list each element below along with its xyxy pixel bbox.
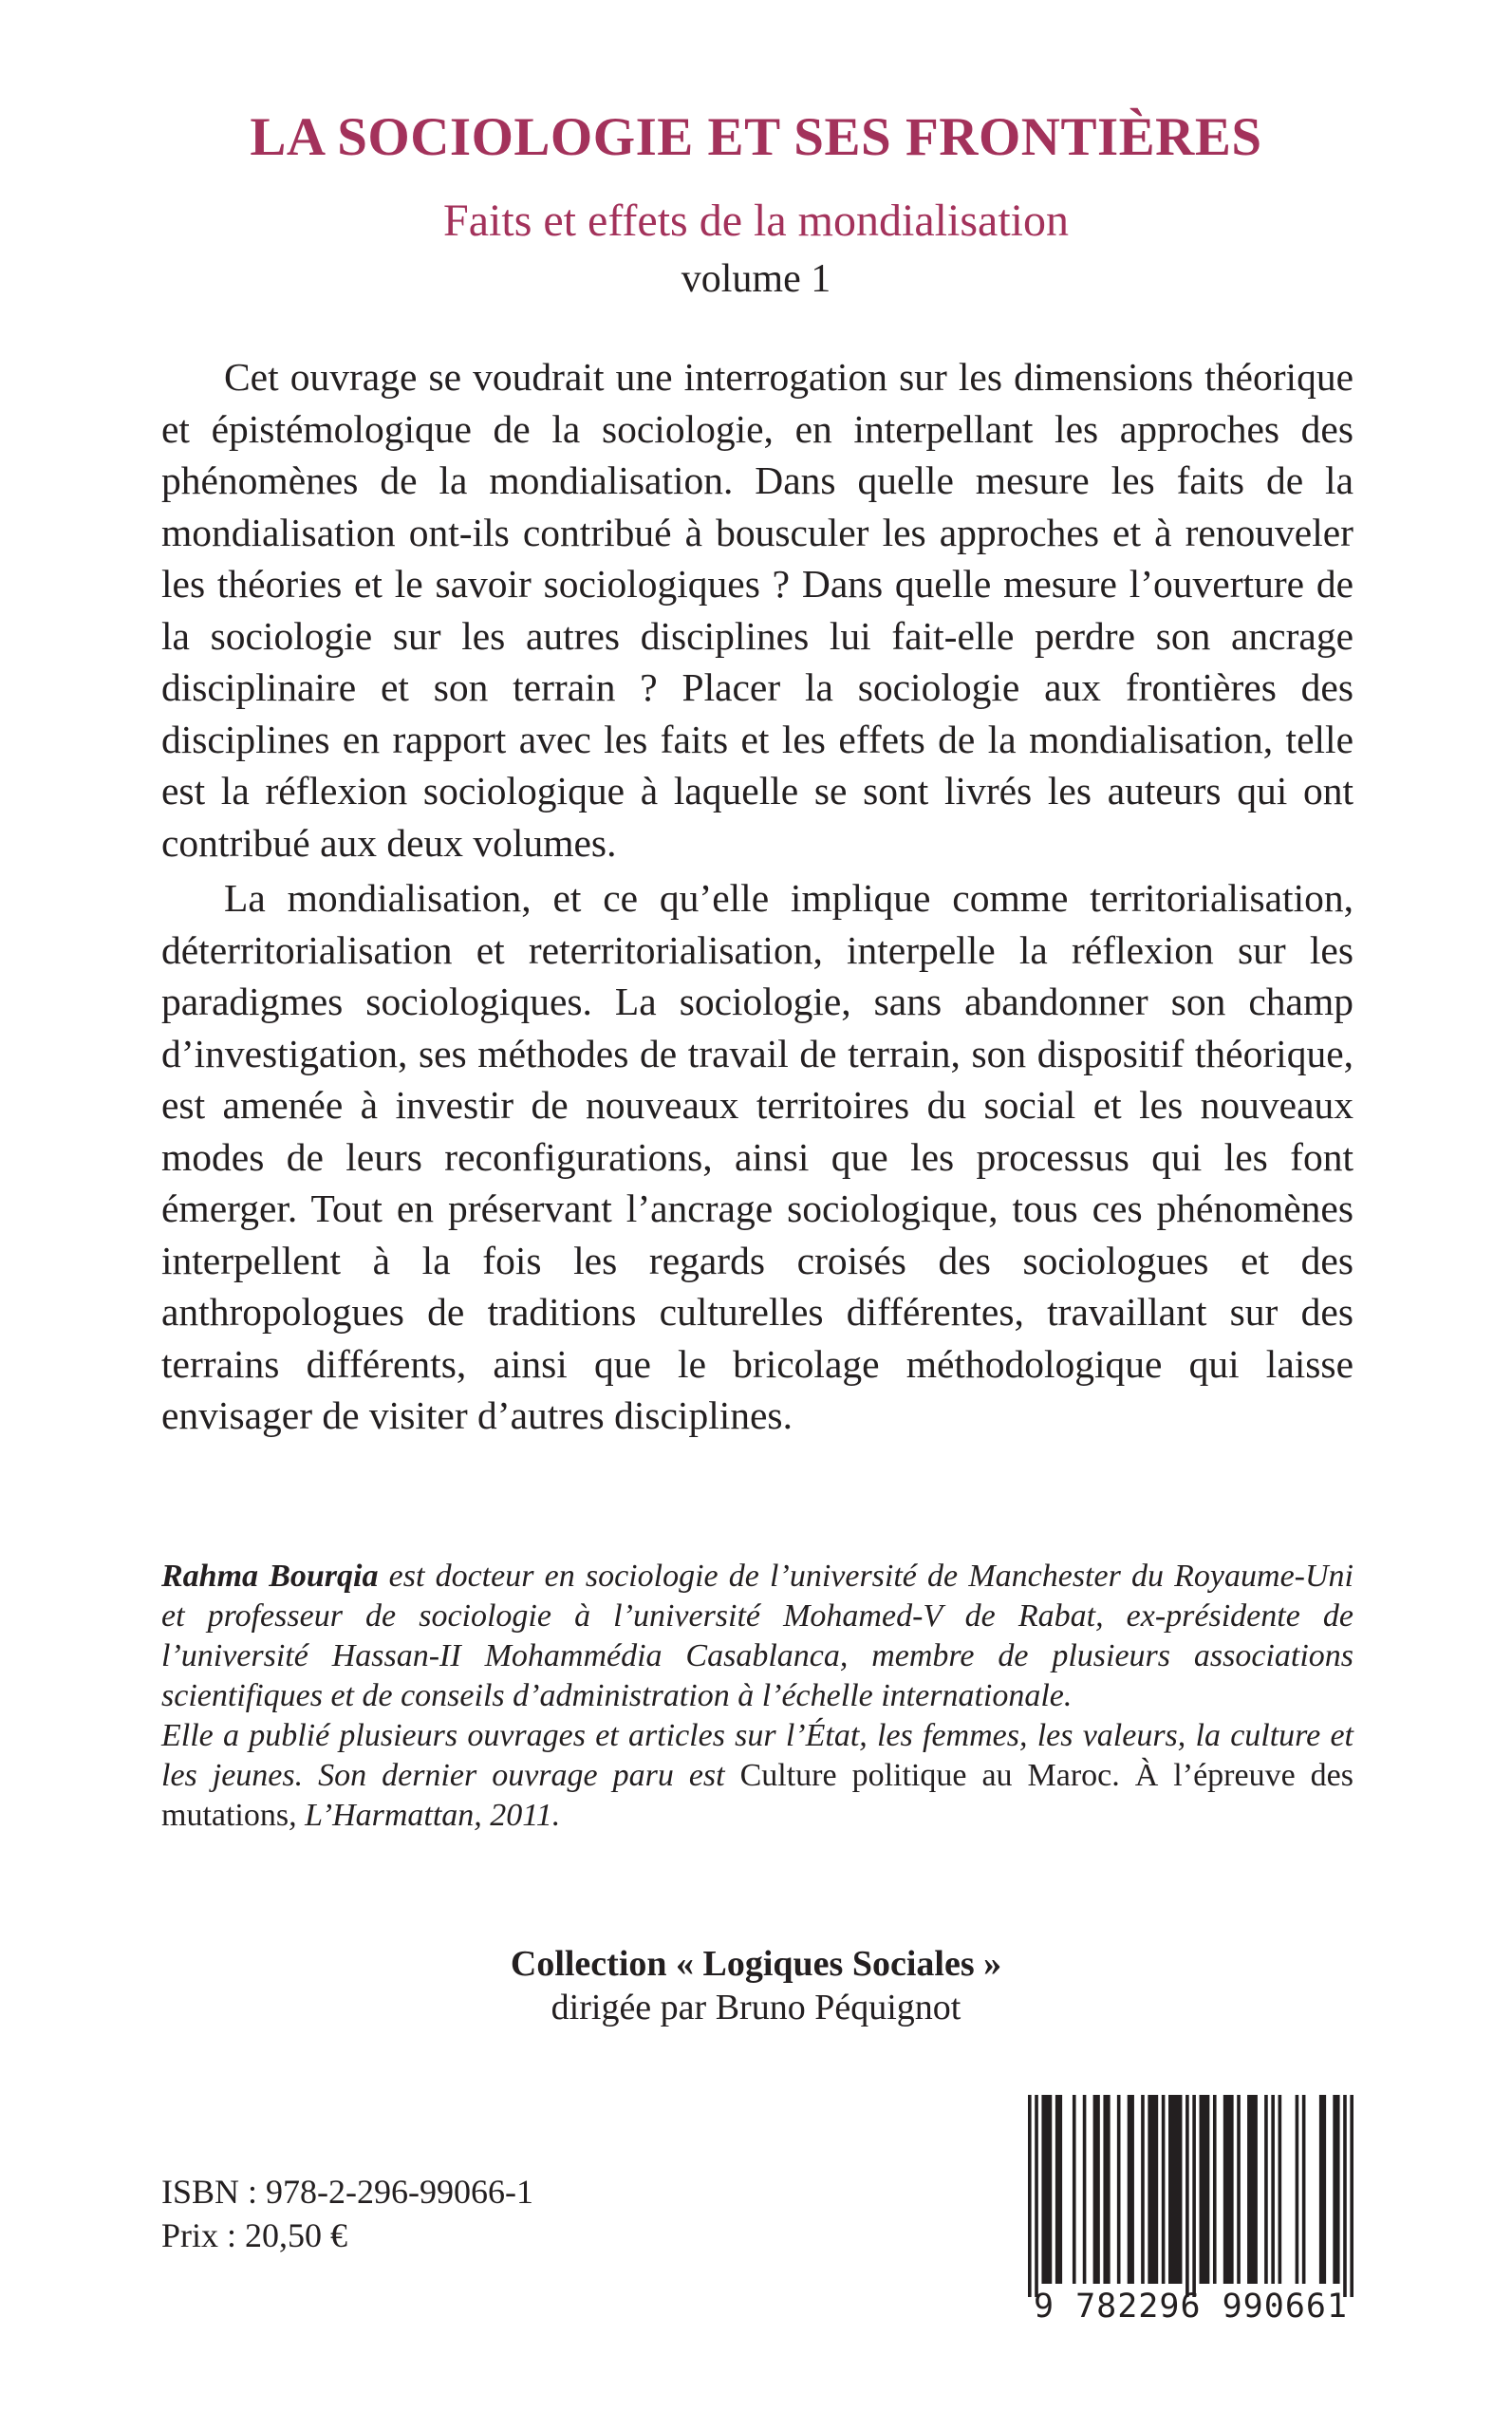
barcode-bar (1141, 2095, 1145, 2284)
barcode-bar (1028, 2095, 1032, 2297)
barcode-bar (1148, 2095, 1158, 2284)
barcode-bar (1333, 2095, 1339, 2284)
blurb-paragraph-1: Cet ouvrage se voudrait une interrogation sur les dimensions théorique et épistémologique de la sociologie, en interpellant les approches des phénomènes de la mondialisation. Dans quelle mesure les faits de la mondialisation ont-ils contribué à bousculer les approches et à renouveler les théories et le savoir sociologiques ? Dans quelle mesure l’ouverture de la sociologie sur les autres disciplines lui fait-elle perdre son ancrage disciplinaire et son terrain ? Placer la sociologie aux frontières des disciplines en rapport avec les faits et les effets de la mondialisation, telle est la réflexion sociologique à laquelle se sont livrés les auteurs qui ont contribué aux deux volumes. (161, 355, 1353, 865)
barcode-bars (1028, 2095, 1353, 2297)
barcode-bar (1343, 2095, 1347, 2297)
volume-label: volume 1 (681, 257, 831, 301)
barcode-bar (1185, 2095, 1189, 2297)
barcode-image (1028, 2095, 1353, 2297)
collection-name: Collection « Logiques Sociales » (510, 1944, 1002, 1984)
price-label: Prix : 20,50 € (161, 2216, 348, 2254)
barcode-bar (1117, 2095, 1121, 2284)
barcode-bar (1350, 2095, 1353, 2297)
barcode-bar (1192, 2095, 1196, 2297)
author-bio (161, 1557, 1353, 1836)
isbn-price-block (161, 2170, 533, 2257)
blurb-text (161, 351, 1353, 1442)
barcode-bar (1247, 2095, 1258, 2284)
isbn-label: ISBN : 978-2-296-99066-1 (161, 2173, 533, 2211)
barcode-bar (1073, 2095, 1076, 2284)
blurb-paragraph-2: La mondialisation, et ce qu’elle implique comme territorialisation, déterritorialisation et reterritorialisation, interpelle la réflexion sur les paradigmes sociologiques. La sociologie, sans abandonner son champ d’investigation, ses méthodes de travail de terrain, son dispositif théorique, est amenée à investir de nouveaux territoires du social et les nouveaux modes de leurs reconfigurations, ainsi que les processus qui les font émerger. Tout en préservant l’ancrage sociologique, tous ces phénomènes interpellent à la fois les regards croisés des sociologues et des anthropologues de traditions culturelles différentes, travaillant sur des terrains différents, ainsi que le bricolage méthodologique qui laisse envisager de visiter d’autres disciplines. (161, 876, 1353, 1437)
book-title: LA SOCIOLOGIE ET SES FRONTIÈRES (250, 107, 1262, 167)
author-works-intro: Elle a publié plusieurs ouvrages et articles sur l’État, les femmes, les valeurs, la culture et les jeunes. Son dernier ouvrage paru est (161, 1718, 1353, 1793)
barcode-bar (1162, 2095, 1166, 2284)
barcode-bar (1302, 2095, 1306, 2284)
author-works-paragraph (161, 1716, 1353, 1836)
book-subtitle: Faits et effets de la mondialisation (443, 196, 1069, 246)
barcode-bar (1083, 2095, 1087, 2284)
author-bio-text: est docteur en sociologie de l’université de Manchester du Royaume-Uni et professeur de sociologie à l’université Mohamed-V de Rabat, ex-présidente de l’université Hassan-II Mohammédia Casablanca, membre de plusieurs associations scientifiques et de conseils d’administration à l’échelle internationale. (161, 1559, 1353, 1713)
latest-book-title: Culture politique au Maroc. À l’épreuve des mutations (161, 1758, 1353, 1833)
barcode-bar (1055, 2095, 1062, 2284)
latest-book-publisher: , L’Harmattan, 2011. (289, 1798, 561, 1833)
barcode-bar (1237, 2095, 1241, 2284)
barcode-bar (1200, 2095, 1210, 2284)
barcode-bar (1103, 2095, 1110, 2284)
collection-info (0, 1942, 1512, 2029)
barcode-bar (1223, 2095, 1234, 2284)
author-name: Rahma Bourqia (161, 1559, 379, 1594)
barcode-bar (1168, 2095, 1182, 2284)
barcode-bar (1296, 2095, 1299, 2284)
barcode-bar (1035, 2095, 1038, 2297)
barcode-bar (1213, 2095, 1217, 2284)
barcode-bar (1279, 2095, 1282, 2284)
barcode-bar (1264, 2095, 1268, 2284)
barcode-digits: 9 782296 990661 (1033, 2288, 1349, 2326)
barcode-bar (1128, 2095, 1134, 2284)
barcode-bar (1093, 2095, 1100, 2284)
barcode-bar (1319, 2095, 1326, 2284)
author-bio-paragraph (161, 1557, 1353, 1716)
barcode-bar (1271, 2095, 1275, 2284)
collection-director: dirigée par Bruno Péquignot (551, 1988, 961, 2027)
barcode-bar (1041, 2095, 1052, 2284)
